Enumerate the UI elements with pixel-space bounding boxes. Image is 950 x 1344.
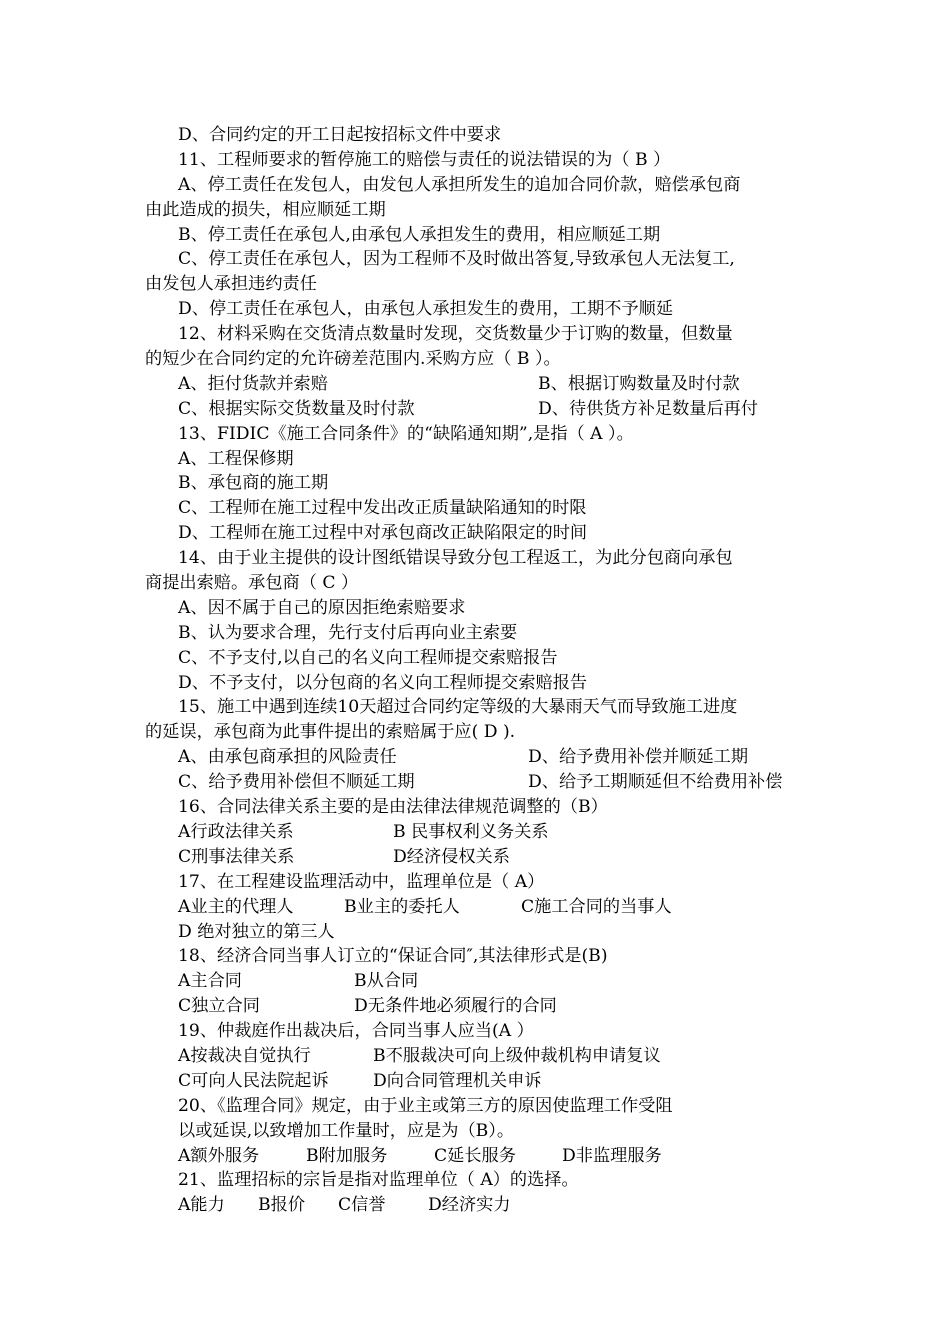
option-text: A业主的代理人 xyxy=(178,896,294,917)
text-line: C、停工责任在承包人，因为工程师不及时做出答复,导致承包人无法复工, xyxy=(178,249,735,270)
text-line xyxy=(145,820,810,845)
text-line xyxy=(145,1069,810,1094)
text-line: 12、材料采购在交货清点数量时发现，交货数量少于订购的数量，但数量 xyxy=(178,324,733,345)
option-text: C、根据实际交货数量及时付款 xyxy=(178,398,415,419)
option-text: C施工合同的当事人 xyxy=(521,896,672,917)
option-text: D无条件地必须履行的合同 xyxy=(354,996,557,1017)
text-line: 13、FIDIC《施工合同条件》的“缺陷通知期”,是指（ A ）。 xyxy=(178,423,634,444)
text-line: B、认为要求合理，先行支付后再向业主索要 xyxy=(178,622,518,643)
option-text: D非监理服务 xyxy=(562,1145,662,1166)
text-line: A、停工责任在发包人，由发包人承担所发生的追加合同价款，赔偿承包商 xyxy=(178,174,741,195)
option-text: A、拒付货款并索赔 xyxy=(178,373,328,394)
option-text: A、由承包商承担的风险责任 xyxy=(178,747,397,768)
option-text: B不服裁决可向上级仲裁机构申请复议 xyxy=(373,1045,661,1066)
option-text: B业主的委托人 xyxy=(344,896,460,917)
text-line: D、停工责任在承包人，由承包人承担发生的费用，工期不予顺延 xyxy=(178,299,674,320)
text-line xyxy=(145,845,810,870)
option-text: B 民事权利义务关系 xyxy=(393,821,549,842)
text-line: C、工程师在施工过程中发出改正质量缺陷通知的时限 xyxy=(178,498,587,519)
option-text: C刑事法律关系 xyxy=(178,846,295,867)
text-line xyxy=(145,969,810,994)
option-text: C信誉 xyxy=(338,1195,386,1216)
option-text: A主合同 xyxy=(178,971,242,992)
text-line: A、因不属于自己的原因拒绝索赔要求 xyxy=(178,597,466,618)
text-line: 的延误，承包商为此事件提出的索赔属于应( D ). xyxy=(145,722,516,743)
option-text: D、给予工期顺延但不给费用补偿 xyxy=(528,772,783,793)
text-line: 20、《监理合同》规定，由于业主或第三方的原因使监理工作受阻 xyxy=(178,1095,673,1116)
text-line: 21、监理招标的宗旨是指对监理单位（ A）的选择。 xyxy=(178,1170,579,1191)
text-line xyxy=(145,1193,810,1218)
option-text: D、待供货方补足数量后再付 xyxy=(538,398,759,419)
text-line xyxy=(145,770,810,795)
text-line: 18、经济合同当事人订立的“保证合同″,其法律形式是(B) xyxy=(178,946,608,967)
text-line: 商提出索赔。承包商（ C ） xyxy=(145,573,359,594)
text-line: 的短少在合同约定的允许磅差范围内.采购方应（ B ）。 xyxy=(145,349,561,370)
document-body xyxy=(145,123,810,1218)
option-text: A额外服务 xyxy=(178,1145,260,1166)
text-line: 19、仲裁庭作出裁决后，合同当事人应当(A ） xyxy=(178,1021,534,1042)
option-text: C可向人民法院起诉 xyxy=(178,1070,329,1091)
option-text: D经济侵权关系 xyxy=(393,846,510,867)
text-line: D、合同约定的开工日起按招标文件中要求 xyxy=(178,125,502,145)
text-line: 11、工程师要求的暂停施工的赔偿与责任的说法错误的为（ B ） xyxy=(178,149,671,170)
text-line: 由此造成的损失，相应顺延工期 xyxy=(145,199,386,220)
option-text: A按裁决自觉执行 xyxy=(178,1045,311,1066)
text-line xyxy=(145,895,810,920)
text-line xyxy=(145,745,810,770)
text-line xyxy=(145,994,810,1019)
text-line: 16、合同法律关系主要的是由法律法律规范调整的（B） xyxy=(178,797,608,818)
option-text: D、给予费用补偿并顺延工期 xyxy=(528,747,749,768)
text-line: 由发包人承担违约责任 xyxy=(145,274,317,295)
text-line: A、工程保修期 xyxy=(178,448,294,469)
text-line: 15、施工中遇到连续10天超过合同约定等级的大暴雨天气而导致施工进度 xyxy=(178,697,738,718)
text-line: 以或延误,以致增加工作量时，应是为（B）。 xyxy=(178,1120,515,1141)
text-line: C、不予支付,以自己的名义向工程师提交索赔报告 xyxy=(178,647,558,668)
option-text: B从合同 xyxy=(354,971,419,992)
text-line xyxy=(145,397,810,422)
option-text: D经济实力 xyxy=(428,1195,511,1216)
option-text: A能力 xyxy=(178,1195,225,1216)
option-text: C延长服务 xyxy=(434,1145,516,1166)
text-line: D、工程师在施工过程中对承包商改正缺陷限定的时间 xyxy=(178,523,588,544)
option-text: D向合同管理机关申诉 xyxy=(373,1070,542,1091)
text-line: D、不予支付，以分包商的名义向工程师提交索赔报告 xyxy=(178,672,588,693)
text-line xyxy=(145,372,810,397)
option-text: A行政法律关系 xyxy=(178,821,294,842)
text-line: B、承包商的施工期 xyxy=(178,473,329,494)
option-text: B附加服务 xyxy=(306,1145,388,1166)
text-line xyxy=(145,1144,810,1169)
option-text: C独立合同 xyxy=(178,996,260,1017)
text-line: 14、由于业主提供的设计图纸错误导致分包工程返工，为此分包商向承包 xyxy=(178,548,733,569)
option-text: C、给予费用补偿但不顺延工期 xyxy=(178,772,415,793)
text-line: 17、在工程建设监理活动中，监理单位是（ A） xyxy=(178,871,545,892)
text-line: D 绝对独立的第三人 xyxy=(178,921,335,942)
text-line: B、停工责任在承包人,由承包人承担发生的费用，相应顺延工期 xyxy=(178,224,661,245)
text-line xyxy=(145,1044,810,1069)
option-text: B、根据订购数量及时付款 xyxy=(538,373,740,394)
option-text: B报价 xyxy=(258,1195,306,1216)
